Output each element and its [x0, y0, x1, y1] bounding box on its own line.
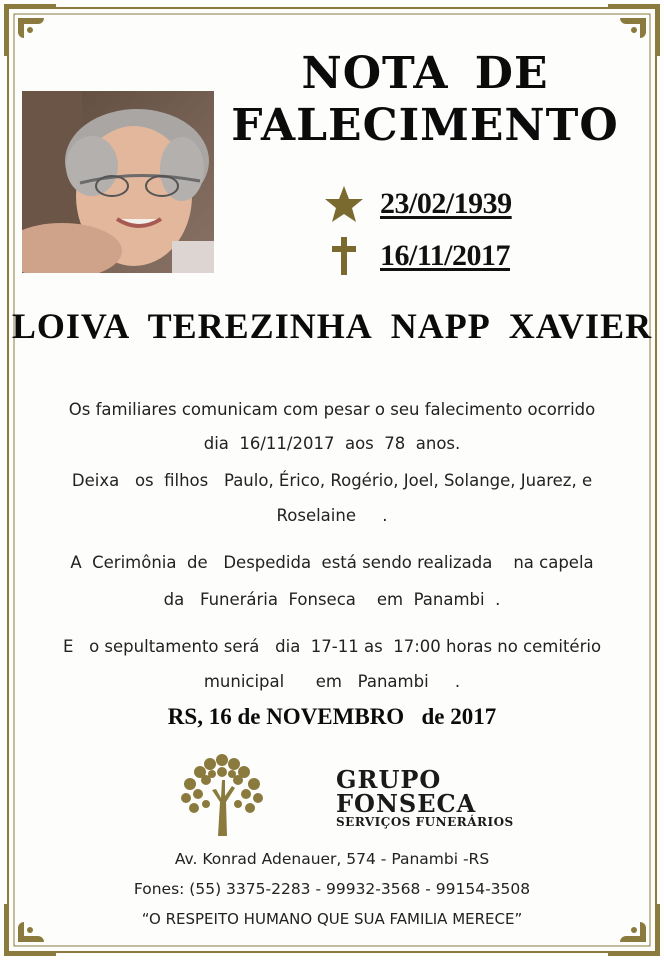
- body-line: municipal em Panambi .: [203, 672, 461, 691]
- place-and-date: RS, 16 de NOVEMBRO de 2017: [167, 704, 497, 729]
- star-icon: [322, 184, 366, 224]
- birth-date: 23/02/1939: [380, 187, 512, 220]
- birth-date-row: [322, 184, 512, 224]
- tree-icon: [176, 750, 268, 838]
- death-date-row: [322, 236, 510, 276]
- body-line: dia 16/11/2017 aos 78 anos.: [203, 434, 461, 453]
- notice-title-line1: NOTA DE: [301, 48, 549, 99]
- brand-name-line1: GRUPO: [336, 765, 442, 794]
- body-line: da Funerária Fonseca em Panambi .: [163, 590, 501, 609]
- brand-tagline: SERVIÇOS FUNERÁRIOS: [336, 815, 514, 829]
- body-line: Deixa os filhos Paulo, Érico, Rogério, Joel, Solange, Juarez, e: [71, 471, 593, 490]
- brand-name-line2: FONSECA: [336, 789, 477, 818]
- body-line: E o sepultamento será dia 17-11 as 17:00 horas no cemitério: [62, 637, 602, 656]
- address-text: Av. Konrad Adenauer, 574 - Panambi -RS: [174, 850, 490, 868]
- body-line: Roselaine .: [276, 506, 388, 525]
- deceased-name: LOIVA TEREZINHA NAPP XAVIER: [11, 306, 653, 346]
- cross-icon: [322, 236, 366, 276]
- phone-numbers: Fones: (55) 3375-2283 - 99932-3568 - 99154-3508: [133, 880, 531, 898]
- motto-text: “O RESPEITO HUMANO QUE SUA FAMILIA MERECE”: [141, 910, 523, 928]
- notice-title-line2: FALECIMENTO: [231, 100, 619, 151]
- corner-ornament-top-left: [4, 4, 56, 56]
- body-line: A Cerimônia de Despedida está sendo realizada na capela: [70, 553, 594, 572]
- body-line: Os familiares comunicam com pesar o seu falecimento ocorrido: [68, 400, 596, 419]
- portrait-photo: [22, 91, 214, 273]
- death-date: 16/11/2017: [380, 239, 511, 272]
